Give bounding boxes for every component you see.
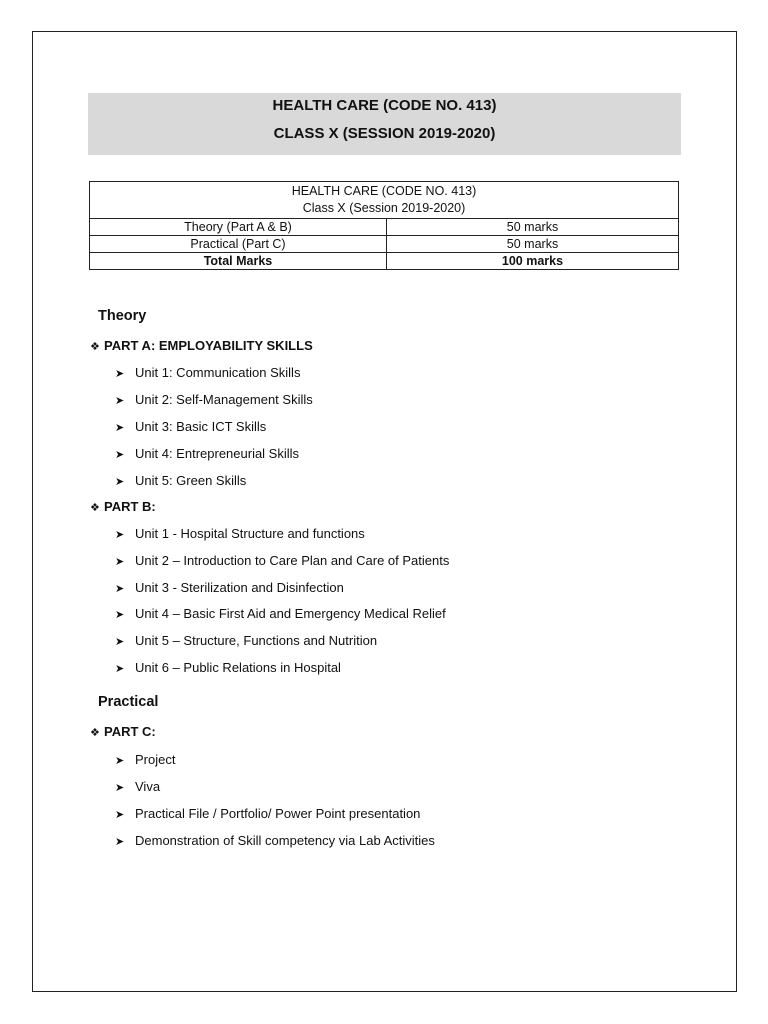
list-item-text: Unit 2: Self-Management Skills [135, 392, 313, 407]
list-item-text: Unit 5 – Structure, Functions and Nutrition [135, 633, 378, 648]
list-item [115, 473, 246, 488]
list-item [115, 633, 377, 648]
list-item [115, 806, 420, 821]
title-line-1: HEALTH CARE (CODE NO. 413) [272, 97, 497, 114]
list-item-text: Unit 5: Green Skills [135, 473, 247, 488]
list-item-text: Unit 3 - Sterilization and Disinfection [135, 580, 344, 595]
list-item [115, 419, 266, 434]
theory-heading: Theory [98, 308, 147, 324]
row-value: 50 marks [387, 236, 679, 253]
arrow-bullet-icon: ➤ [115, 636, 125, 648]
part-b-heading [90, 499, 156, 514]
table-row [90, 219, 679, 236]
list-item [115, 392, 313, 407]
list-item [115, 580, 344, 595]
title-banner [88, 93, 681, 155]
list-item [115, 365, 300, 380]
list-item-text: Practical File / Portfolio/ Power Point presentation [135, 806, 421, 821]
table-header-line-2: Class X (Session 2019-2020) [302, 201, 466, 215]
list-item [115, 779, 160, 794]
list-item-text: Unit 6 – Public Relations in Hospital [135, 660, 341, 675]
list-item-text: Unit 1: Communication Skills [135, 365, 301, 380]
table-row [90, 236, 679, 253]
arrow-bullet-icon: ➤ [115, 755, 125, 767]
table-header-line-1: HEALTH CARE (CODE NO. 413) [291, 184, 477, 198]
arrow-bullet-icon: ➤ [115, 529, 125, 541]
part-a-heading [90, 338, 313, 353]
list-item [115, 553, 449, 568]
row-value: 50 marks [387, 219, 679, 236]
arrow-bullet-icon: ➤ [115, 556, 125, 568]
list-item-text: Demonstration of Skill competency via Lab Activities [135, 833, 435, 848]
list-item-text: Unit 2 – Introduction to Care Plan and Care of Patients [135, 553, 450, 568]
arrow-bullet-icon: ➤ [115, 663, 125, 675]
arrow-bullet-icon: ➤ [115, 809, 125, 821]
list-item [115, 606, 446, 621]
part-c-label: PART C: [104, 724, 156, 739]
arrow-bullet-icon: ➤ [115, 395, 125, 407]
arrow-bullet-icon: ➤ [115, 609, 125, 621]
part-b-label: PART B: [104, 499, 156, 514]
list-item-text: Unit 4 – Basic First Aid and Emergency Medical Relief [135, 606, 446, 621]
diamond-bullet-icon: ❖ [90, 727, 100, 739]
part-c-heading [90, 724, 156, 739]
list-item-text: Unit 4: Entrepreneurial Skills [135, 446, 300, 461]
row-label: Theory (Part A & B) [90, 219, 387, 236]
list-item-text: Unit 1 - Hospital Structure and functions [135, 526, 365, 541]
list-item [115, 446, 299, 461]
marks-table [89, 181, 679, 270]
list-item [115, 660, 341, 675]
practical-heading: Practical [98, 694, 159, 710]
table-header [90, 182, 679, 219]
list-item [115, 833, 435, 848]
arrow-bullet-icon: ➤ [115, 583, 125, 595]
row-value: 100 marks [387, 253, 679, 270]
row-label: Practical (Part C) [90, 236, 387, 253]
list-item [115, 526, 365, 541]
diamond-bullet-icon: ❖ [90, 502, 100, 514]
row-label: Total Marks [90, 253, 387, 270]
arrow-bullet-icon: ➤ [115, 782, 125, 794]
list-item [115, 752, 175, 767]
arrow-bullet-icon: ➤ [115, 836, 125, 848]
arrow-bullet-icon: ➤ [115, 368, 125, 380]
diamond-bullet-icon: ❖ [90, 341, 100, 353]
part-a-label: PART A: EMPLOYABILITY SKILLS [104, 338, 313, 353]
arrow-bullet-icon: ➤ [115, 476, 125, 488]
list-item-text: Viva [135, 779, 161, 794]
table-row-total [90, 253, 679, 270]
arrow-bullet-icon: ➤ [115, 449, 125, 461]
title-line-2: CLASS X (SESSION 2019-2020) [273, 125, 496, 142]
arrow-bullet-icon: ➤ [115, 422, 125, 434]
list-item-text: Unit 3: Basic ICT Skills [135, 419, 267, 434]
list-item-text: Project [135, 752, 176, 767]
